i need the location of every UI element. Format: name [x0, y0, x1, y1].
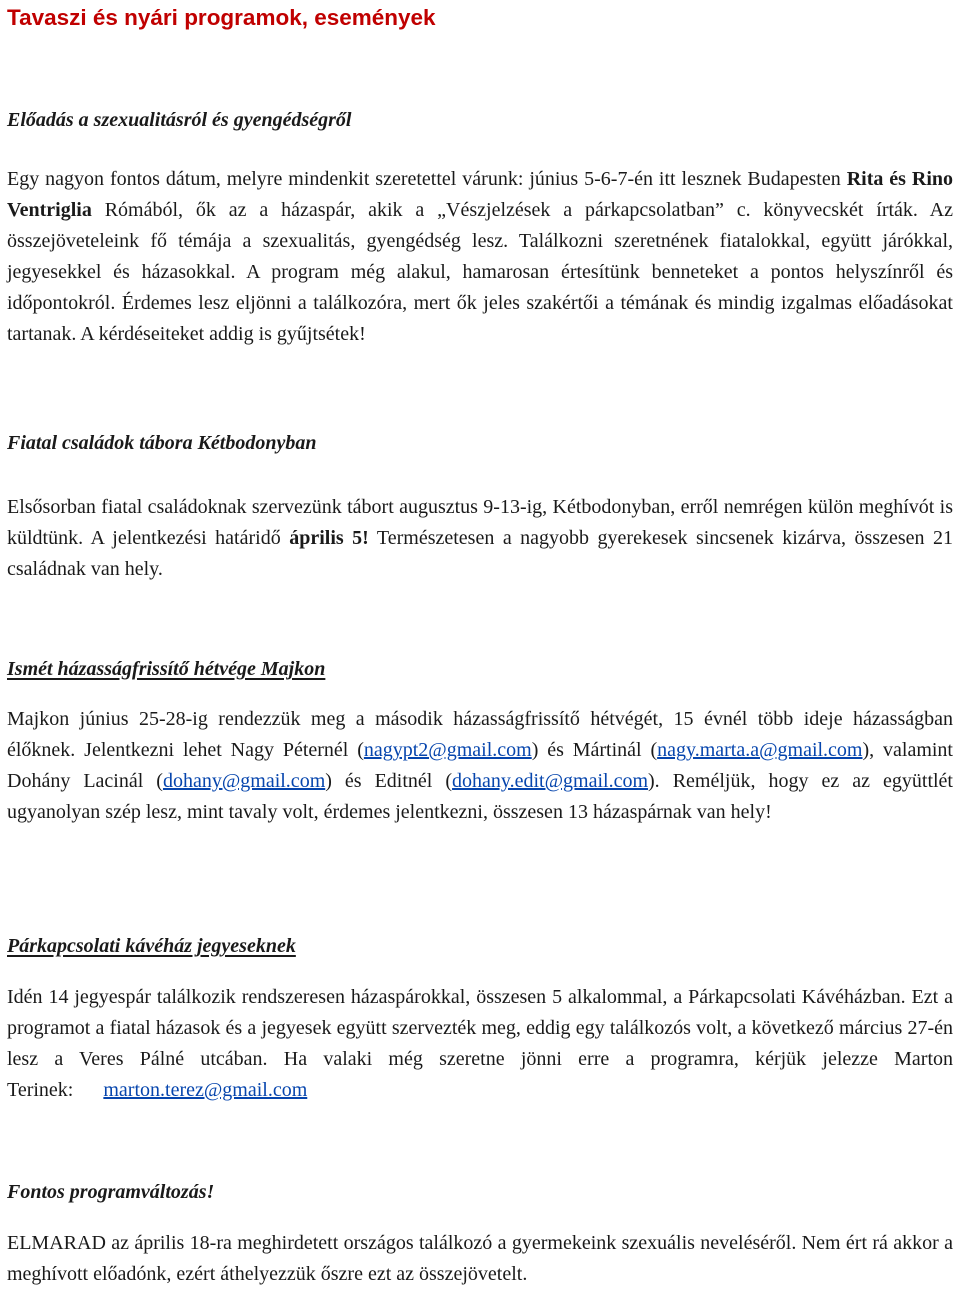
email-link-nagypt2[interactable]: nagypt2@gmail.com — [363, 739, 532, 761]
email-link-marton-terez[interactable]: marton.terez@gmail.com — [103, 1079, 308, 1101]
section-heading-program-change: Fontos programváltozás! — [7, 1181, 215, 1203]
section-body-family-camp: Elsősorban fiatal családoknak szervezünk tábort augusztus 9-13-ig, Kétbodonyban, erről nemrégen külön meghívót is küldtünk. A jelentkezési határidő április 5! Természetesen a nagyobb gyerekesek sincsenek kizárva, összesen 21 családnak van hely. — [7, 496, 953, 580]
section-heading-cafe: Párkapcsolati kávéház jegyeseknek — [7, 935, 296, 957]
section-heading-marriage-weekend: Ismét házasságfrissítő hétvége Majkon — [7, 658, 326, 680]
section-family-camp — [7, 431, 953, 585]
section-heading-family-camp: Fiatal családok tábora Kétbodonyban — [7, 432, 317, 454]
email-link-dohany[interactable]: dohany@gmail.com — [162, 770, 326, 792]
section-body-program-change: ELMARAD az április 18-ra meghirdetett országos találkozó a gyermekeink szexuális neveléséről. Nem ért rá akkor a meghívott előadónk, ezért áthelyezzük őszre ezt az összejövetelt. — [7, 1232, 953, 1285]
section-body-lecture: Egy nagyon fontos dátum, melyre mindenkit szeretettel várunk: június 5-6-7-én itt lesznek Budapesten Rita és Rino Ventriglia Rómából, ők az a házaspár, akik a „Vészjelzések a párkapcsolatban” c. könyvecskét írták. Az összejöveteleink fő témája a szexualitás, gyengédség lesz. Találkozni szeretnének fiatalokkal, együtt járókkal, jegyesekkel és házasokkal. A program még alakul, hamarosan értesítünk benneteket a pontos helyszínről és időpontokról. Érdemes lesz eljönni a találkozóra, mert ők jeles szakértői a témának és mindig izgalmas előadásokat tartanak. A kérdéseiteket addig is gyűjtsétek! — [7, 168, 953, 345]
section-body-cafe: Idén 14 jegyespár találkozik rendszeresen házaspárokkal, összesen 5 alkalommal, a Párkapcsolati Kávéházban. Ezt a programot a fiatal házasok és a jegyesek együtt szervezték meg, eddig egy találkozós volt, a következő március 27-én lesz a Veres Pálné utcában. Ha valaki még szeretne jönni erre a programra, kérjük jelezze Marton Terinek: marton.terez@gmail.com — [7, 986, 953, 1101]
page-title: Tavaszi és nyári programok, események — [7, 5, 436, 30]
section-cafe — [7, 934, 953, 1106]
section-heading-lecture: Előadás a szexualitásról és gyengédségről — [7, 109, 352, 131]
speakers-name: Rita és Rino Ventriglia — [7, 168, 953, 221]
section-body-marriage-weekend: Majkon június 25-28-ig rendezzük meg a második házasságfrissítő hétvégét, 15 évnél több ideje házasságban élőknek. Jelentkezni lehet Nagy Péternél (nagypt2@gmail.com) és Mártinál (nagy.marta.a@gmail.com), valamint Dohány Lacinál (dohany@gmail.com) és Editnél (dohany.edit@gmail.com). Reméljük, hogy ez az együttlét ugyanolyan szép lesz, mint tavaly volt, érdemes jelentkezni, összesen 13 házaspárnak van hely! — [7, 708, 953, 823]
deadline-date: április 5! — [289, 527, 369, 549]
email-link-dohany-edit[interactable]: dohany.edit@gmail.com — [452, 770, 649, 792]
email-link-nagy-marta[interactable]: nagy.marta.a@gmail.com — [657, 739, 863, 761]
section-marriage-weekend — [7, 657, 953, 828]
section-lecture — [7, 108, 953, 350]
section-program-change — [7, 1180, 953, 1290]
